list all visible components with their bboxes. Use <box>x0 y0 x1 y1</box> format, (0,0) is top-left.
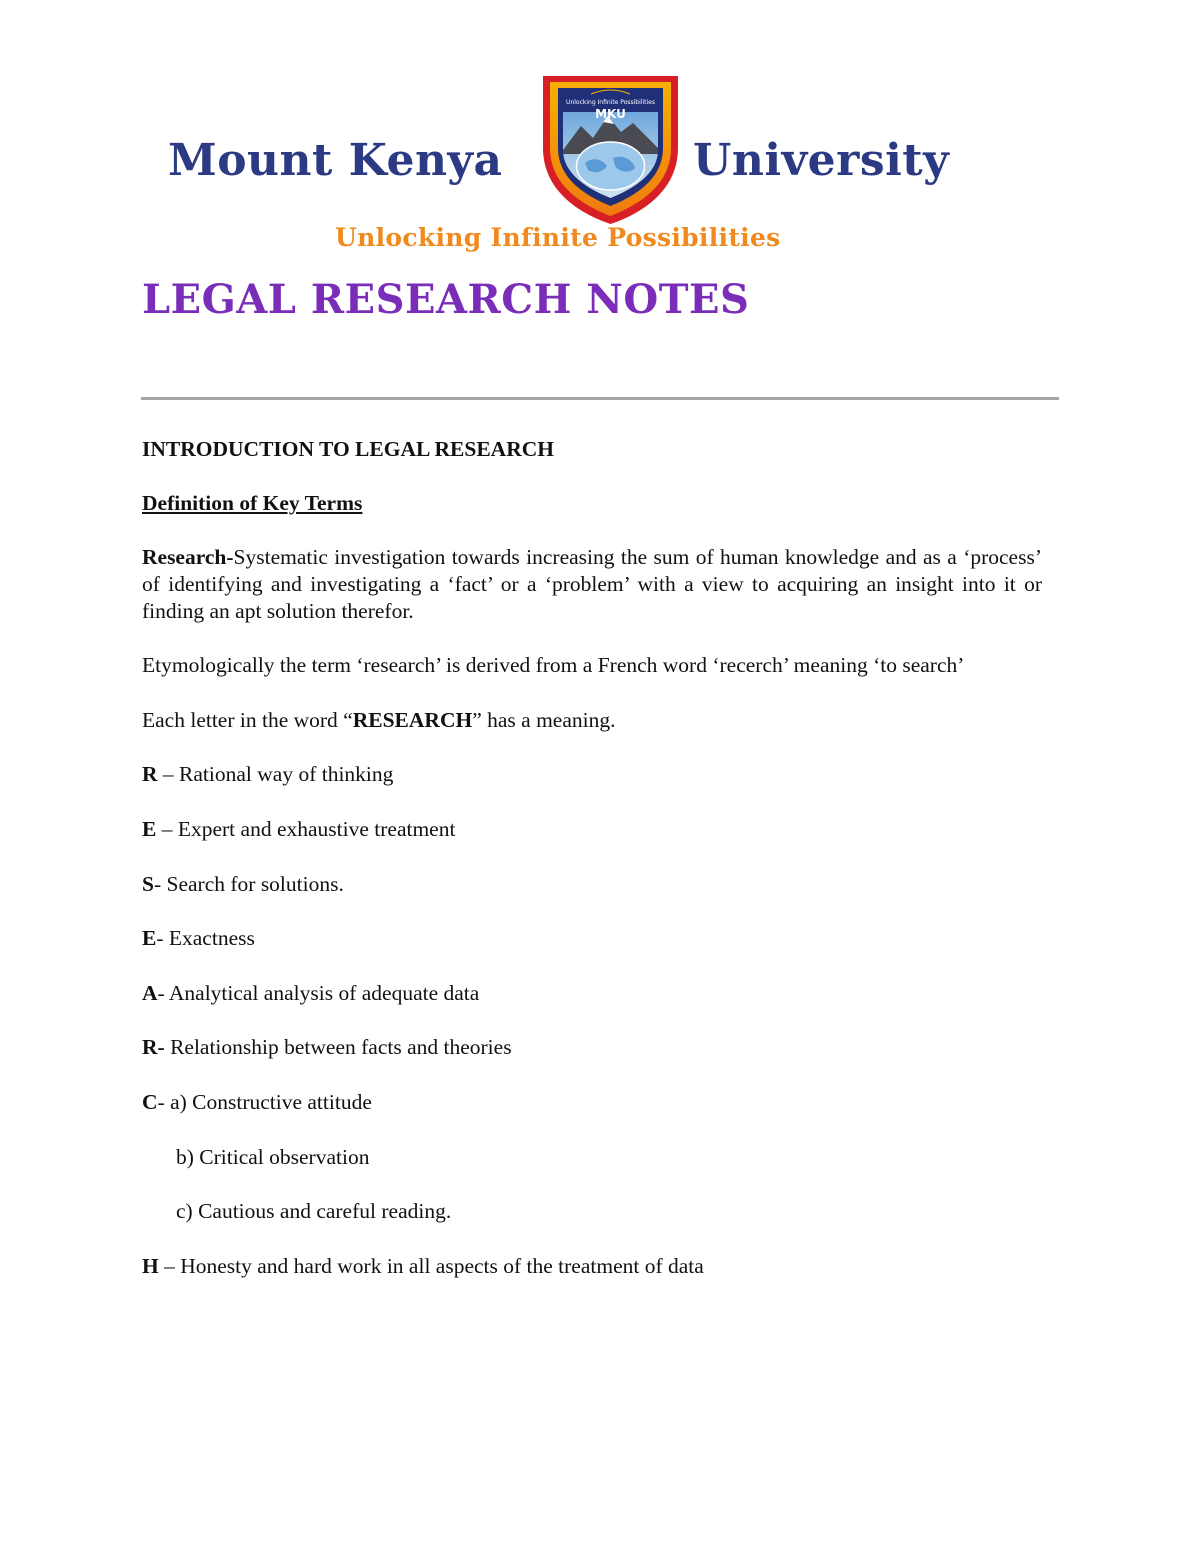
letter-meaning: - Exactness <box>156 926 255 950</box>
research-definition <box>142 544 1042 625</box>
letter-item <box>142 761 393 788</box>
letter-meaning: Relationship between facts and theories <box>164 1035 512 1059</box>
document-title: LEGAL RESEARCH NOTES <box>142 276 750 323</box>
research-definition-body: Systematic investigation towards increasing the sum of human knowledge and as a ‘process’ of identifying and investigating a ‘fact’ or a ‘problem’ with a view to acquiring an insight into it or finding an apt solution therefor. <box>142 545 1042 623</box>
letter-meaning: - Analytical analysis of adequate data <box>157 981 480 1005</box>
letter-meaning: - Search for solutions. <box>153 872 344 896</box>
each-letter-before: Each letter in the word “ <box>142 708 353 732</box>
letter-key: S <box>142 872 154 896</box>
letter-item <box>142 816 455 843</box>
letter-item <box>142 1253 704 1280</box>
letter-key: E <box>142 817 157 841</box>
crest-text: MKU <box>595 107 626 121</box>
c-subitem: b) Critical observation <box>176 1145 370 1169</box>
letter-meaning: – Expert and exhaustive treatment <box>156 817 456 841</box>
letter-key: R- <box>142 1035 165 1059</box>
university-tagline: Unlocking Infinite Possibilities <box>335 223 781 252</box>
logo-text-left: Mount Kenya <box>168 135 503 186</box>
letter-meaning: – Honesty and hard work in all aspects of the treatment of data <box>158 1254 704 1278</box>
logo-text-right: University <box>693 135 950 186</box>
etymology-paragraph: Etymologically the term ‘research’ is derived from a French word ‘recerch’ meaning ‘to search’ <box>142 653 965 677</box>
section-heading: INTRODUCTION TO LEGAL RESEARCH <box>142 437 554 461</box>
university-logo <box>160 68 970 258</box>
each-letter-after: ” has a meaning. <box>472 708 616 732</box>
letter-item <box>142 925 255 952</box>
letter-key: H <box>142 1254 159 1278</box>
letter-item <box>142 1034 512 1061</box>
letter-meaning: – Rational way of thinking <box>157 762 394 786</box>
each-letter-paragraph <box>142 707 615 734</box>
letter-item <box>142 980 479 1007</box>
letter-key: C <box>142 1090 158 1114</box>
horizontal-divider <box>141 397 1059 400</box>
letter-key: E <box>142 926 157 950</box>
letter-key: R <box>142 762 158 786</box>
research-term: Research- <box>142 545 234 569</box>
subheading-definitions: Definition of Key Terms <box>142 491 363 515</box>
letter-meaning: - a) Constructive attitude <box>157 1090 372 1114</box>
each-letter-word: RESEARCH <box>352 708 473 732</box>
letter-key: A <box>142 981 158 1005</box>
mku-crest-icon <box>533 68 688 228</box>
letter-item <box>142 1089 372 1116</box>
letter-item <box>142 871 344 898</box>
crest-motto: Unlocking Infinite Possibilities <box>566 99 655 106</box>
c-subitem: c) Cautious and careful reading. <box>176 1199 452 1223</box>
